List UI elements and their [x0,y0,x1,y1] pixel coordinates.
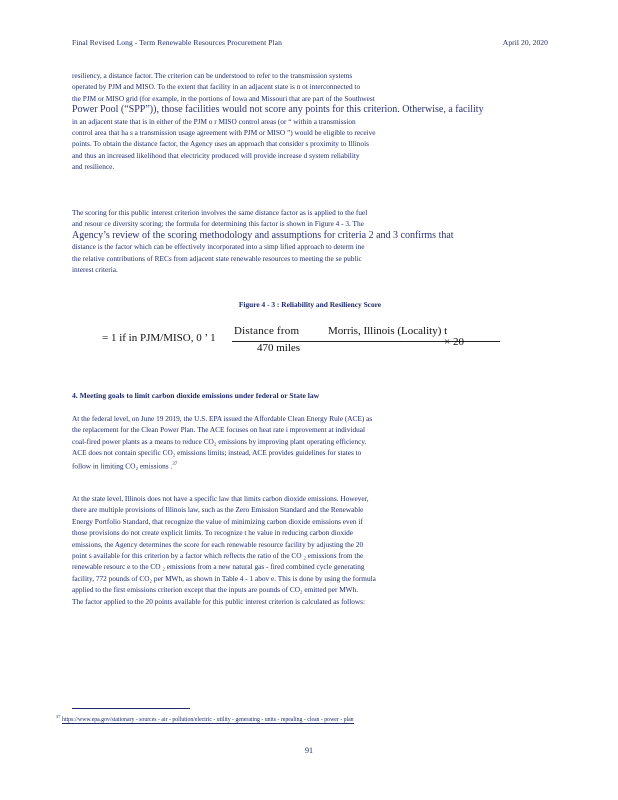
formula-numerator-location: Morris, Illinois (Locality) t [328,325,448,337]
text-line: resiliency, a distance factor. The criterion can be understood to refer to the transmission systems [72,71,353,80]
text-line: Energy Portfolio Standard, that recognize the value of minimizing carbon dioxide emissions even if [72,516,363,526]
page-number: 91 [305,746,313,755]
text-line: operated by PJM and MISO. To the extent that facility in an adjacent state is n ot interconnected to [72,82,361,92]
text-line: point s available for this criterion by a factor which reflects the ratio of the CO ₂ emissions from the [72,551,364,561]
section-heading-carbon-goals: 4. Meeting goals to limit carbon dioxide emissions under federal or State law [72,391,320,400]
text-line: points. To obtain the distance factor, the Agency uses an approach that consider s proximity to Illinois [72,139,369,149]
text-line: interest criteria. [72,265,118,275]
text-line: The factor applied to the 20 points available for this public interest criterion is calculated as follows: [72,596,366,606]
formula-lhs: = 1 if in PJM/MISO, 0 ’ 1 [102,332,216,344]
footnote-marker: 37 [56,714,61,719]
footnote-divider [72,708,190,709]
text-line: facility, 772 pounds of CO₂ per MWh, as shown in Table 4 - 1 abov e. This is done by using the formula [72,573,376,583]
footnote [56,714,546,723]
text-line: and resilience. [72,162,115,172]
text-line: the replacement for the Clean Power Plan. The ACE focuses on heat rate i mprovement at individual [72,425,366,435]
text-line: At the state level, Illinois does not have a specific law that limits carbon dioxide emissions. However, [72,494,369,503]
text-line: and thus an increased likelihood that electricity produced will provide increase d system reliability [72,150,360,160]
reliability-score-formula [72,322,548,362]
text-line: distance is the factor which can be effectively incorporated into a simp lified approach to determ ine [72,242,365,252]
text-line: there are multiple provisions of Illinois law, such as the Zero Emission Standard and the Renewable [72,505,364,515]
paragraph-federal-law [72,413,548,471]
paragraph-state-law [72,493,548,607]
formula-multiplier: × 20 [444,336,464,348]
header-date: April 20, 2020 [502,38,548,47]
text-line: Agency’s review of the scoring methodology and assumptions for criteria 2 and 3 confirms that [72,229,454,241]
text-line: Power Pool (“SPP”)), those facilities would not score any points for this criterion. Otherwise, a facility [72,104,484,116]
text-line: and resour ce diversity scoring; the formula for determining this factor is shown in Figure 4 - 3. The [72,219,364,229]
text-line: renewable resourc e to the CO ₂ emissions from a new natural gas - fired combined cycle generating [72,562,365,572]
text-line: emissions, the Agency determines the score for each renewable resource facility by adjusting the 20 [72,539,364,549]
footnote-reference[interactable]: 37 [172,461,178,467]
text-line: the PJM or MISO grid (for example, in the portions of Iowa and Missouri that are part of the Southwest [72,93,375,103]
text-line: those provisions do not create explicit limits. To recognize t he value in reducing carbon dioxide [72,528,354,538]
formula-numerator-distance: Distance from [234,325,300,337]
text-line: ACE does not contain specific CO₂ emissions limits; instead, ACE provides guidelines for states to [72,448,362,458]
paragraph-distance-factor [72,70,548,173]
text-line: At the federal level, on June 19 2019, the U.S. EPA issued the Affordable Clean Energy Rule (ACE) as [72,414,373,423]
text-line: in an adjacent state that is in either of the PJM o r MISO control areas (or “ within a transmission [72,116,356,126]
text-line: coal-fired power plants as a means to reduce CO₂ emissions by improving plant operating efficiency. [72,436,367,446]
formula-denominator: 470 miles [257,342,301,354]
text-line: The scoring for this public interest criterion involves the same distance factor as is applied to the fuel [72,208,368,217]
text-line: applied to the first emissions criterion except that the inputs are pounds of CO₂ emitted per MWh. [72,585,359,595]
text-line: follow in limiting CO₂ emissions .$^{37}$ [72,461,178,471]
header-document-title: Final Revised Long - Term Renewable Resources Procurement Plan [72,38,282,47]
footnote-link[interactable]: https://www.epa.gov/stationary - sources - air - pollution/electric - utility - generating - units - repealing - clean - power - plan [61,716,354,723]
text-line: control area that ha s a transmission usage agreement with PJM or MISO ”) would be eligible to receive [72,128,376,138]
paragraph-scoring-criterion [72,207,548,275]
figure-caption: Figure 4 - 3 : Reliability and Resiliency Score [238,300,382,309]
text-line: the relative contributions of RECs from adjacent state renewable resources to meeting the se public [72,253,362,263]
